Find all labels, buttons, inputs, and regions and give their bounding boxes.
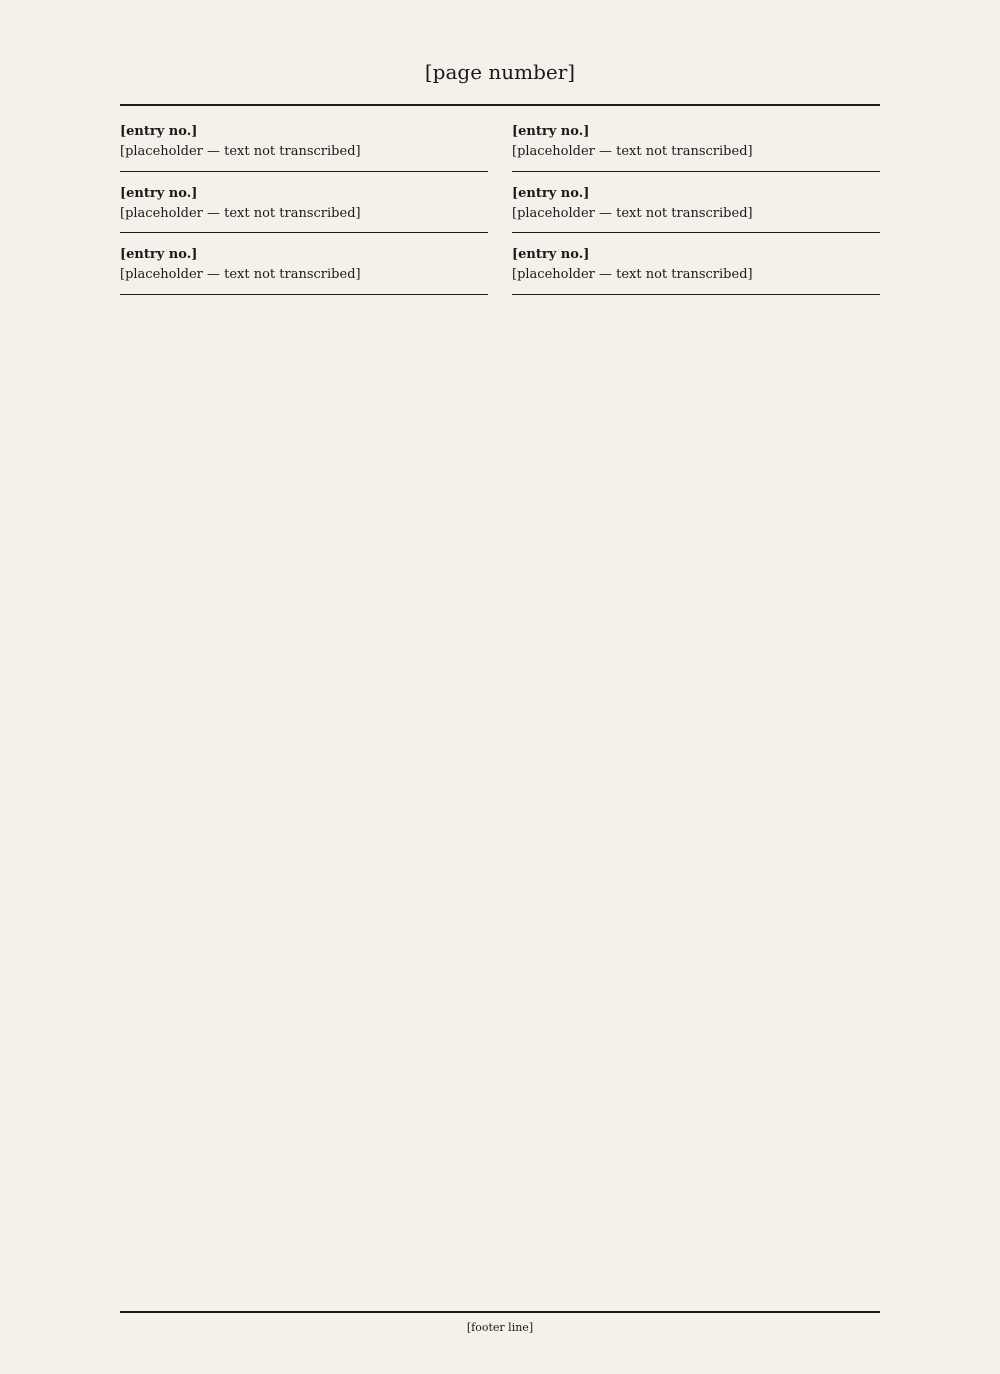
right-column (512, 124, 880, 295)
columns (120, 104, 880, 295)
entry (120, 124, 488, 172)
entry-text: [placeholder — text not transcribed] (120, 144, 361, 159)
entry (512, 247, 880, 295)
entry-number: [entry no.] (120, 247, 198, 263)
entry (120, 186, 488, 234)
left-column (120, 124, 488, 295)
entry-number: [entry no.] (120, 124, 198, 139)
entry-number: [entry no.] (512, 185, 590, 201)
entry-number: [entry no.] (120, 185, 198, 201)
entry-number: [entry no.] (512, 247, 590, 263)
entry-text: [placeholder — text not transcribed] (120, 267, 361, 283)
entry (512, 124, 880, 172)
entry (120, 247, 488, 295)
page-footer: [footer line] (120, 1311, 880, 1334)
entry-text: [placeholder — text not transcribed] (512, 144, 753, 159)
entry-text: [placeholder — text not transcribed] (512, 205, 753, 221)
entry-number: [entry no.] (512, 124, 590, 139)
entry-text: [placeholder — text not transcribed] (512, 267, 753, 283)
entry (512, 186, 880, 234)
page-number: [page number] (424, 60, 576, 84)
entry-text: [placeholder — text not transcribed] (120, 205, 361, 221)
